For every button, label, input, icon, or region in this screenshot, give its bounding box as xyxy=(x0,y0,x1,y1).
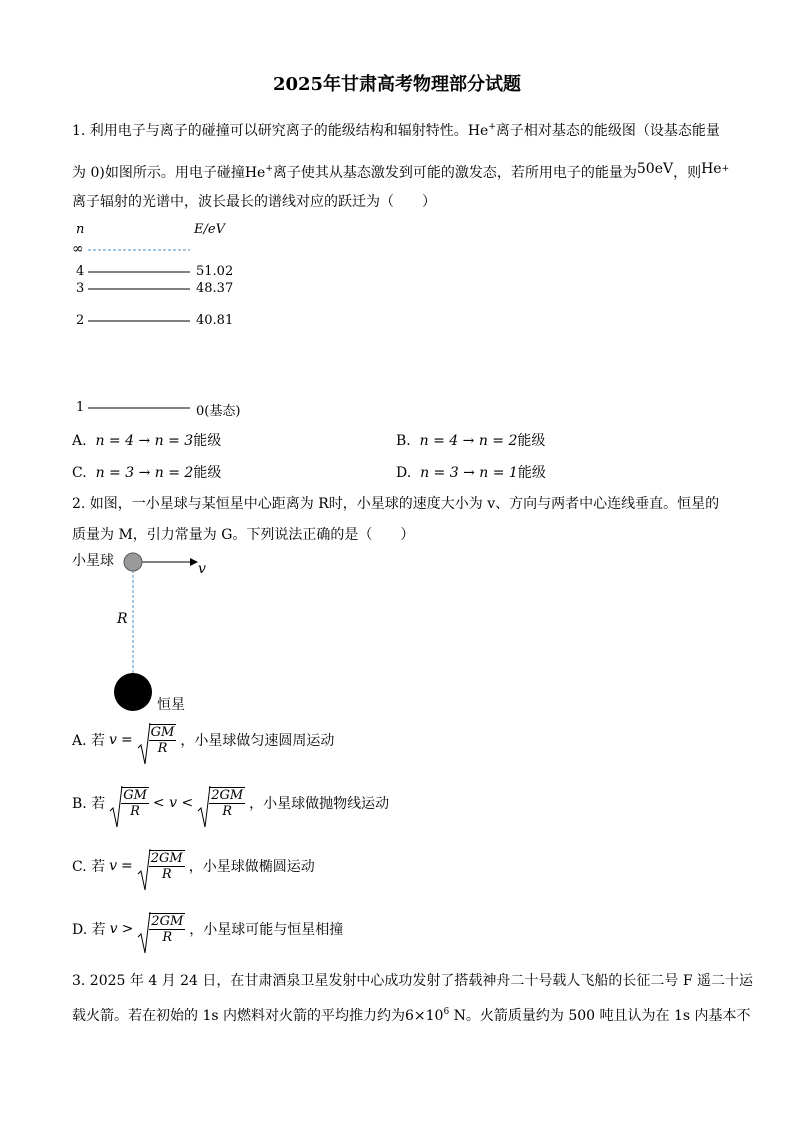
option-expr: n = 4 → n = 3 xyxy=(95,433,194,449)
he-ion: He xyxy=(467,123,489,139)
q3-line-2 xyxy=(72,1003,751,1025)
q2-option-c[interactable] xyxy=(72,850,315,882)
sqrt-sign-icon xyxy=(137,911,151,957)
small-star-body xyxy=(124,553,142,571)
sqrt-sign-icon xyxy=(137,848,151,894)
math-v: v xyxy=(109,921,118,937)
q3-text: 载火箭。若在初始的 1s 内燃料对火箭的平均推力约为 xyxy=(72,1008,405,1024)
he-charge: + xyxy=(721,164,730,174)
option-text: ，小星球做抛物线运动 xyxy=(249,796,390,812)
star-label: 恒星 xyxy=(157,697,185,713)
option-expr: n = 3 → n = 2 xyxy=(95,465,194,481)
frac-denominator: R xyxy=(162,930,173,945)
radius-label: R xyxy=(117,611,128,627)
n-axis-label: n xyxy=(76,222,85,237)
option-letter: C. xyxy=(72,465,87,481)
q1-line-2 xyxy=(72,160,729,182)
option-text: ，小星球做匀速圆周运动 xyxy=(180,733,335,749)
math-relation: = xyxy=(121,858,133,874)
sqrt-expression xyxy=(197,787,245,819)
page-title: 2025年甘肃高考物理部分试题 xyxy=(272,74,522,95)
option-suffix: 能级 xyxy=(517,465,546,481)
option-text: ，小星球可能与恒星相撞 xyxy=(189,922,344,938)
q1-line-3: 离子辐射的光谱中，波长最长的谱线对应的跃迁为（ ） xyxy=(72,194,436,210)
math-relation: = xyxy=(120,732,133,748)
thrust-value: 6×10 xyxy=(405,1008,444,1024)
thrust-exponent: 6 xyxy=(443,1007,450,1017)
level-n-inf: ∞ xyxy=(72,241,84,257)
q1-option-b[interactable] xyxy=(396,432,545,450)
option-expr: n = 3 → n = 1 xyxy=(420,465,518,481)
option-letter: B. xyxy=(396,433,411,449)
sqrt-expression xyxy=(137,913,185,945)
level-n-4: 4 xyxy=(76,264,85,279)
q2-option-d[interactable] xyxy=(72,913,343,945)
small-star-label: 小星球 xyxy=(72,553,114,569)
frac-numerator: GM xyxy=(150,725,175,740)
option-suffix: 能级 xyxy=(517,433,546,449)
level-e-1: 0(基态) xyxy=(196,404,241,419)
math-v: v xyxy=(109,858,118,874)
option-letter: D. xyxy=(396,465,412,481)
q3-text: 。火箭质量约为 500 吨且认为在 1s 内基本不 xyxy=(465,1008,751,1024)
q1-option-d[interactable] xyxy=(396,464,546,482)
option-suffix: 能级 xyxy=(193,433,222,449)
star-body xyxy=(114,673,152,711)
q1-text: ，则 xyxy=(673,165,702,181)
frac-numerator: 2GM xyxy=(150,851,183,866)
level-n-2: 2 xyxy=(76,313,85,328)
frac-denominator: R xyxy=(161,867,172,882)
frac-denominator: R xyxy=(130,804,140,819)
thrust-unit: N xyxy=(449,1008,466,1024)
option-expr: n = 4 → n = 2 xyxy=(419,433,518,449)
frac-numerator: 2GM xyxy=(151,914,184,929)
q2-option-a[interactable] xyxy=(72,724,334,756)
electron-energy: 50eV xyxy=(636,161,674,177)
math-v: v xyxy=(109,732,117,748)
q1-option-c[interactable] xyxy=(72,464,221,482)
math-relation: < v < xyxy=(152,795,194,811)
option-prefix: C. 若 xyxy=(72,859,106,875)
q1-text: 离子相对基态的能级图（设基态能量 xyxy=(495,123,720,139)
level-n-3: 3 xyxy=(76,281,85,296)
option-letter: A. xyxy=(72,433,87,449)
option-prefix: A. 若 xyxy=(72,733,106,749)
option-prefix: B. 若 xyxy=(72,796,106,812)
energy-axis-text: E/eV xyxy=(194,222,225,237)
sqrt-sign-icon xyxy=(109,785,123,831)
level-e-3: 48.37 xyxy=(196,281,234,296)
q2-line-2: 质量为 M，引力常量为 G。下列说法正确的是（ ） xyxy=(72,527,415,543)
q1-text: 1. 利用电子与离子的碰撞可以研究离子的能级结构和辐射特性。 xyxy=(72,123,468,139)
q3-line-1: 3. 2025 年 4 月 24 日，在甘肃酒泉卫星发射中心成功发射了搭载神舟二十号载人飞船的长征二号 F 遥二十运 xyxy=(72,973,754,989)
q2-line-1: 2. 如图，一小星球与某恒星中心距离为 R时，小星球的速度大小为 v、方向与两者中心连线垂直。恒星的 xyxy=(72,496,720,512)
option-suffix: 能级 xyxy=(193,465,222,481)
option-prefix: D. 若 xyxy=(72,922,106,938)
frac-denominator: R xyxy=(222,804,233,819)
energy-axis-label xyxy=(194,222,225,237)
sqrt-expression xyxy=(137,724,177,756)
level-n-1: 1 xyxy=(76,400,85,415)
frac-numerator: GM xyxy=(123,788,147,803)
sqrt-sign-icon xyxy=(137,722,151,768)
option-text: ，小星球做椭圆运动 xyxy=(188,859,315,875)
level-e-2: 40.81 xyxy=(196,313,234,328)
level-e-4: 51.02 xyxy=(196,264,234,279)
he-charge: + xyxy=(265,164,273,174)
q1-line-1 xyxy=(72,118,720,140)
frac-denominator: R xyxy=(157,741,168,756)
q1-text: 离子使其从基态激发到可能的激发态，若所用电子的能量为 xyxy=(272,165,637,181)
sqrt-expression xyxy=(109,787,149,819)
q1-option-a[interactable] xyxy=(72,432,221,450)
q1-text: 为 0)如图所示。用电子碰撞 xyxy=(72,165,245,181)
sqrt-expression xyxy=(137,850,185,882)
frac-numerator: 2GM xyxy=(211,788,244,803)
he-ion: He xyxy=(701,161,722,177)
sqrt-sign-icon xyxy=(197,785,211,831)
q2-option-b[interactable] xyxy=(72,787,389,819)
he-charge: + xyxy=(488,122,496,132)
velocity-label: v xyxy=(198,561,206,577)
math-relation: > xyxy=(121,921,134,937)
he-ion: He xyxy=(244,165,266,181)
